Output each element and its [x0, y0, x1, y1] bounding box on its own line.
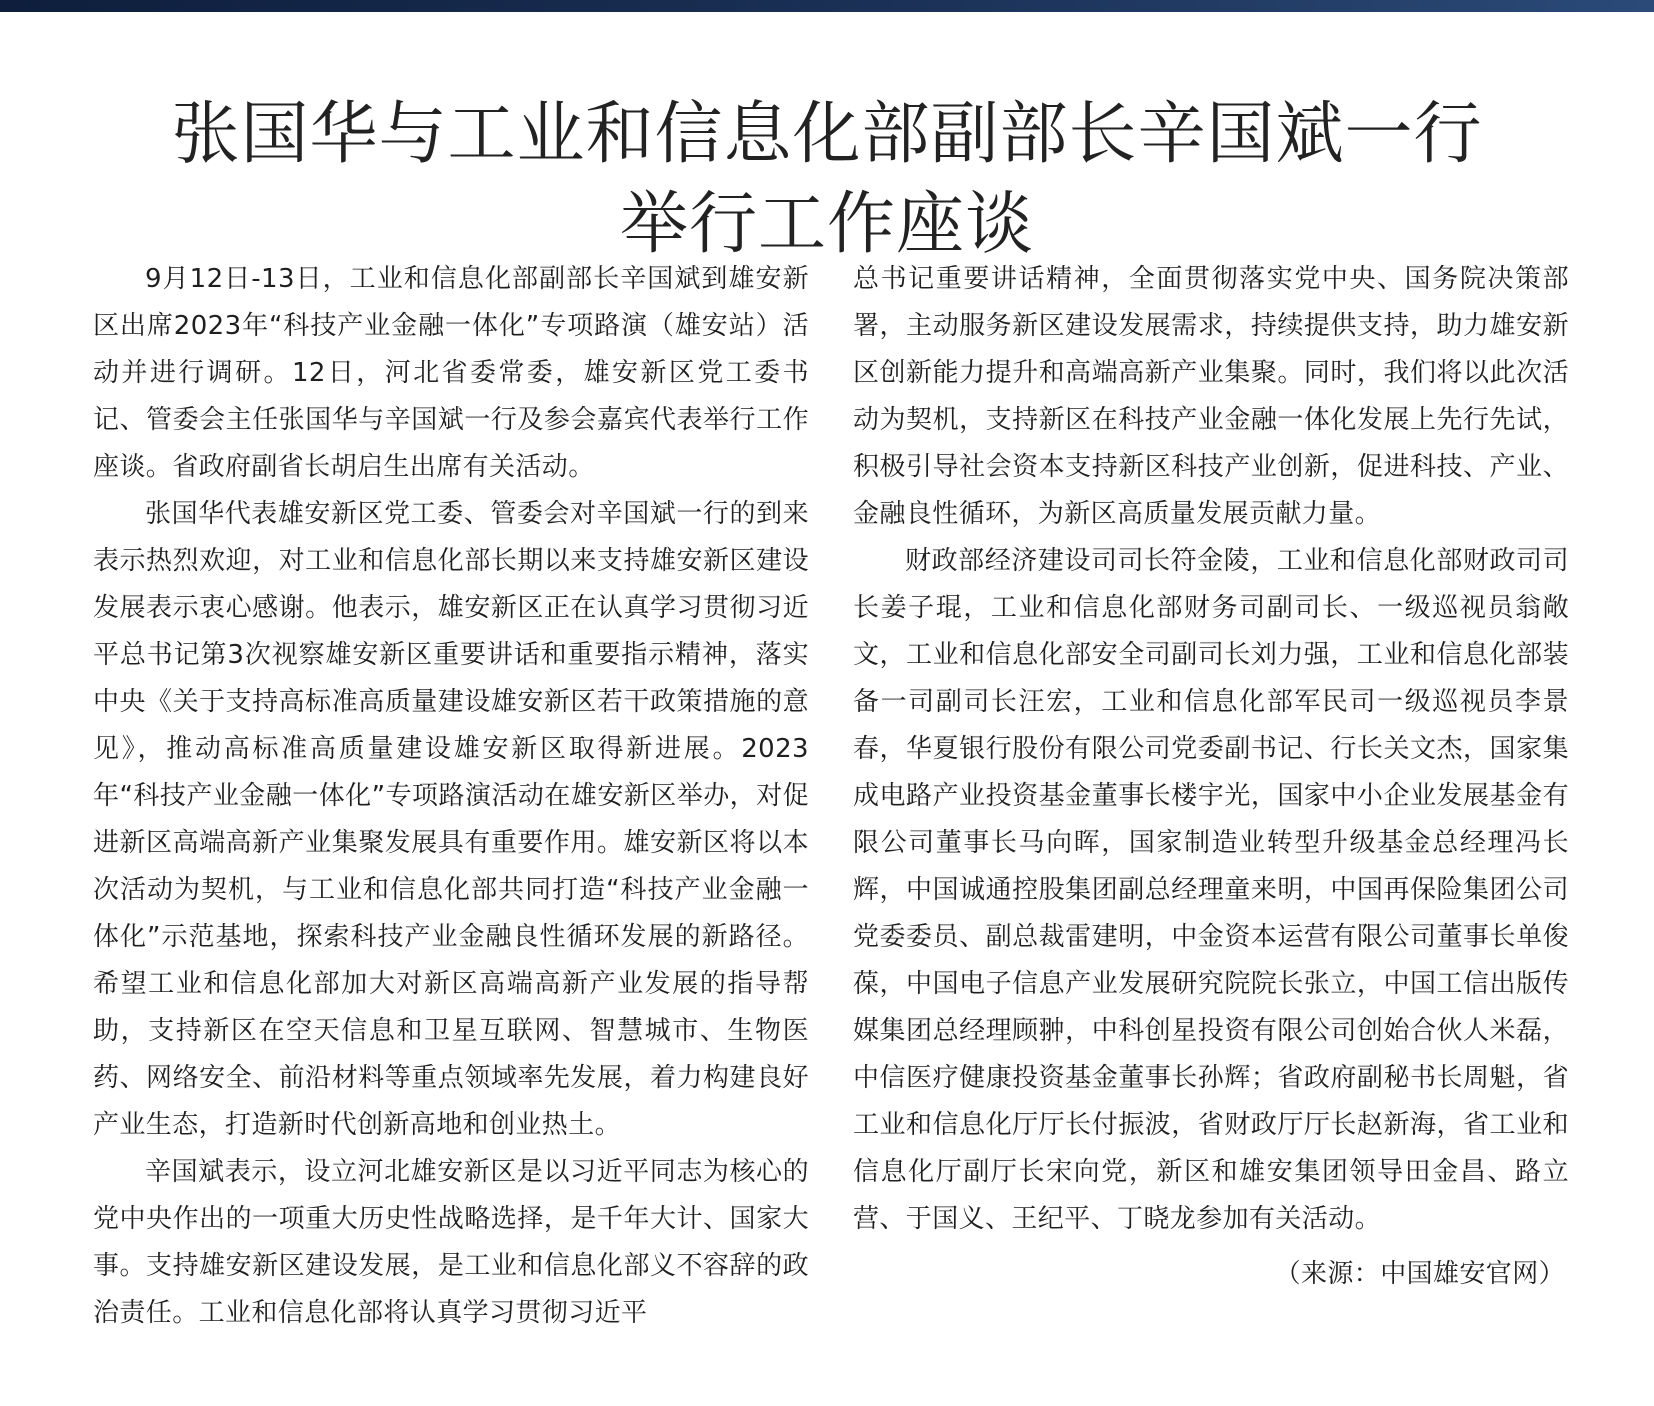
article-paragraph-continued: 总书记重要讲话精神，全面贯彻落实党中央、国务院决策部署，主动服务新区建设发展需求，持续提供支持，助力雄安新区创新能力提升和高端高新产业集聚。同时，我们将以此次活动为契机，支持新区在科技产业金融一体化发展上先行先试，积极引导社会资本支持新区科技产业创新，促进科技、产业、金融良性循环，为新区高质量发展贡献力量。 — [853, 264, 1569, 529]
article-title — [60, 90, 1594, 270]
article-title-line-2: 举行工作座谈 — [619, 184, 1034, 264]
article-source: （来源：中国雄安官网） — [1274, 1259, 1565, 1289]
article-column-left — [93, 256, 809, 1337]
article-paragraph: 张国华代表雄安新区党工委、管委会对辛国斌一行的到来表示热烈欢迎，对工业和信息化部长期以来支持雄安新区建设发展表示衷心感谢。他表示，雄安新区正在认真学习贯彻习近平总书记第3次视察雄安新区重要讲话和重要指示精神，落实中央《关于支持高标准高质量建设雄安新区若干政策措施的意见》，推动高标准高质量建设雄安新区取得新进展。2023年“科技产业金融一体化”专项路演活动在雄安新区举办，对促进新区高端高新产业集聚发展具有重要作用。雄安新区将以本次活动为契机，与工业和信息化部共同打造“科技产业金融一体化”示范基地，探索科技产业金融良性循环发展的新路径。希望工业和信息化部加大对新区高端高新产业发展的指导帮助，支持新区在空天信息和卫星互联网、智慧城市、生物医药、网络安全、前沿材料等重点领域率先发展，着力构建良好产业生态，打造新时代创新高地和创业热土。 — [93, 499, 809, 1140]
article-paragraph: 9月12日-13日，工业和信息化部副部长辛国斌到雄安新区出席2023年“科技产业金融一体化”专项路演（雄安站）活动并进行调研。12日，河北省委常委，雄安新区党工委书记、管委会主任张国华与辛国斌一行及参会嘉宾代表举行工作座谈。省政府副省长胡启生出席有关活动。 — [93, 264, 809, 482]
top-banner-bar — [0, 0, 1654, 12]
article-paragraph: 辛国斌表示，设立河北雄安新区是以习近平同志为核心的党中央作出的一项重大历史性战略选择，是千年大计、国家大事。支持雄安新区建设发展，是工业和信息化部义不容辞的政治责任。工业和信息化部将认真学习贯彻习近平 — [93, 1157, 809, 1328]
article-title-line-1: 张国华与工业和信息化部副部长辛国斌一行 — [171, 94, 1483, 174]
article-paragraph-attendees: 财政部经济建设司司长符金陵，工业和信息化部财政司司长姜子琨，工业和信息化部财务司副司长、一级巡视员翁敞文，工业和信息化部安全司副司长刘力强，工业和信息化部装备一司副司长汪宏，工业和信息化部军民司一级巡视员李景春，华夏银行股份有限公司党委副书记、行长关文杰，国家集成电路产业投资基金董事长楼宇光，国家中小企业发展基金有限公司董事长马向晖，国家制造业转型升级基金总经理冯长辉，中国诚通控股集团副总经理童来明，中国再保险集团公司党委委员、副总裁雷建明，中金资本运营有限公司董事长单俊葆，中国电子信息产业发展研究院院长张立，中国工信出版传媒集团总经理顾翀，中科创星投资有限公司创始合伙人米磊，中信医疗健康投资基金董事长孙辉；省政府副秘书长周魁，省工业和信息化厅厅长付振波，省财政厅厅长赵新海，省工业和信息化厅副厅长宋向党，新区和雄安集团领导田金昌、路立营、于国义、王纪平、丁晓龙参加有关活动。 — [853, 546, 1569, 1234]
article-column-right — [853, 256, 1569, 1298]
